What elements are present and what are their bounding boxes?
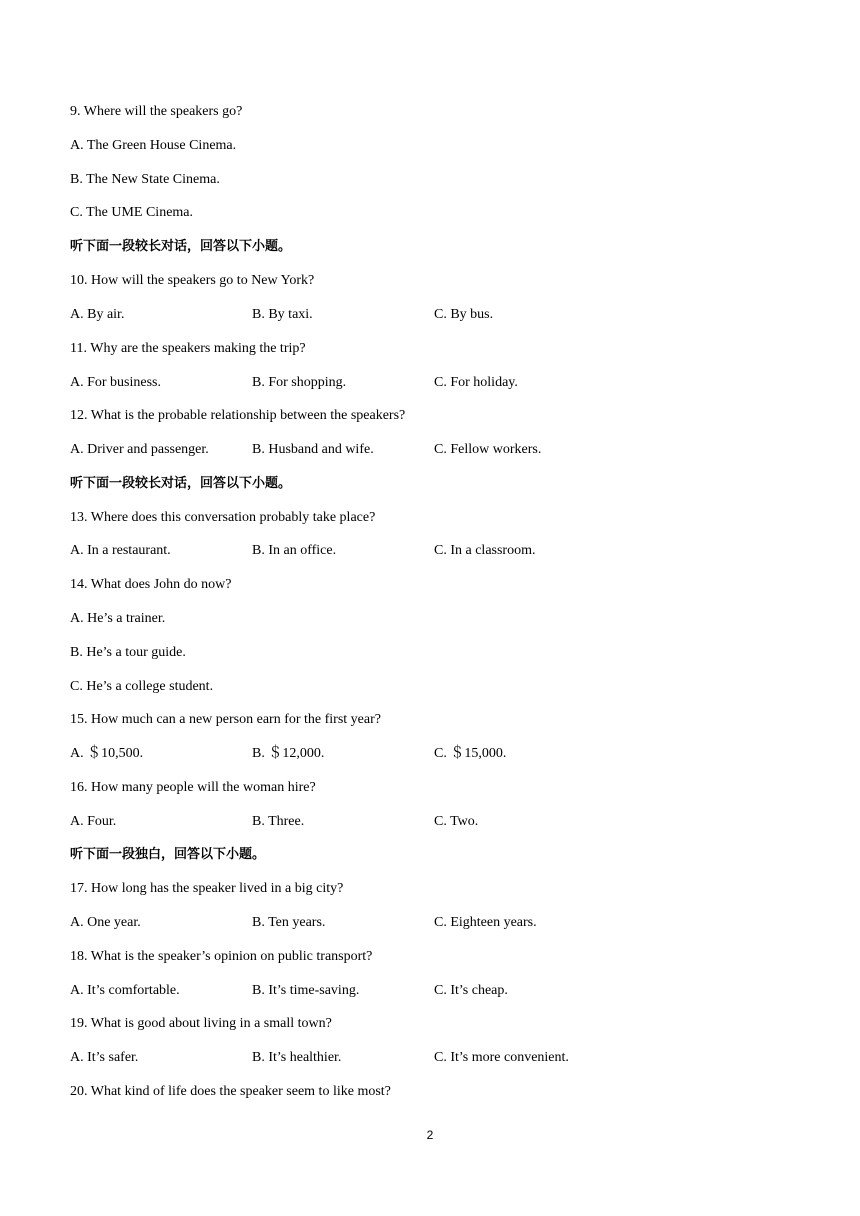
- question-18-options: [70, 980, 770, 1002]
- question-19: 19. What is good about living in a small town?: [70, 1016, 332, 1031]
- question-13-option-c: C. In a classroom.: [434, 543, 536, 558]
- question-15-option-a: A. ＄10,500.: [70, 746, 144, 761]
- question-10-option-a: A. By air.: [70, 307, 125, 322]
- question-10-option-c: C. By bus.: [434, 307, 494, 322]
- question-18-option-a: A. It’s comfortable.: [70, 983, 180, 998]
- section-heading-3: 听下面一段独白，回答以下小题。: [70, 847, 266, 862]
- question-11-option-a: A. For business.: [70, 375, 162, 390]
- question-10: 10. How will the speakers go to New York?: [70, 273, 315, 288]
- question-9-option-a: A. The Green House Cinema.: [70, 138, 237, 153]
- question-16-options: [70, 811, 770, 833]
- question-17-option-c: C. Eighteen years.: [434, 915, 537, 930]
- question-14-option-a: A. He’s a trainer.: [70, 611, 166, 626]
- question-15-options: [70, 743, 770, 765]
- question-12-option-a: A. Driver and passenger.: [70, 442, 209, 457]
- page-number: 2: [426, 1128, 434, 1142]
- question-17-option-b: B. Ten years.: [252, 915, 326, 930]
- question-13-option-a: A. In a restaurant.: [70, 543, 171, 558]
- question-12: 12. What is the probable relationship between the speakers?: [70, 408, 406, 423]
- question-11: 11. Why are the speakers making the trip?: [70, 341, 306, 356]
- question-16-option-c: C. Two.: [434, 814, 479, 829]
- question-17-option-a: A. One year.: [70, 915, 141, 930]
- question-16: 16. How many people will the woman hire?: [70, 780, 316, 795]
- question-14: 14. What does John do now?: [70, 577, 232, 592]
- question-19-option-c: C. It’s more convenient.: [434, 1050, 569, 1065]
- question-19-option-b: B. It’s healthier.: [252, 1050, 342, 1065]
- question-13-options: [70, 540, 770, 562]
- question-17: 17. How long has the speaker lived in a big city?: [70, 881, 344, 896]
- question-11-option-c: C. For holiday.: [434, 375, 518, 390]
- question-11-options: [70, 372, 770, 394]
- question-13-option-b: B. In an office.: [252, 543, 337, 558]
- question-19-option-a: A. It’s safer.: [70, 1050, 139, 1065]
- question-12-option-b: B. Husband and wife.: [252, 442, 374, 457]
- question-14-option-b: B. He’s a tour guide.: [70, 645, 186, 660]
- question-18-option-b: B. It’s time-saving.: [252, 983, 360, 998]
- question-18: 18. What is the speaker’s opinion on public transport?: [70, 949, 373, 964]
- question-20: 20. What kind of life does the speaker seem to like most?: [70, 1084, 391, 1099]
- question-14-option-c: C. He’s a college student.: [70, 679, 214, 694]
- question-17-options: [70, 912, 770, 934]
- question-16-option-a: A. Four.: [70, 814, 117, 829]
- question-10-option-b: B. By taxi.: [252, 307, 313, 322]
- question-15: 15. How much can a new person earn for the first year?: [70, 712, 381, 727]
- question-10-options: [70, 304, 770, 326]
- question-18-option-c: C. It’s cheap.: [434, 983, 508, 998]
- question-13: 13. Where does this conversation probably take place?: [70, 510, 376, 525]
- question-9: 9. Where will the speakers go?: [70, 104, 243, 119]
- question-12-option-c: C. Fellow workers.: [434, 442, 542, 457]
- question-11-option-b: B. For shopping.: [252, 375, 347, 390]
- question-12-options: [70, 439, 770, 461]
- question-15-option-b: B. ＄12,000.: [252, 746, 325, 761]
- question-19-options: [70, 1047, 770, 1069]
- section-heading-2: 听下面一段较长对话，回答以下小题。: [70, 476, 292, 491]
- question-16-option-b: B. Three.: [252, 814, 305, 829]
- question-9-option-b: B. The New State Cinema.: [70, 172, 220, 187]
- section-heading-1: 听下面一段较长对话，回答以下小题。: [70, 239, 292, 254]
- question-9-option-c: C. The UME Cinema.: [70, 205, 194, 220]
- question-15-option-c: C. ＄15,000.: [434, 746, 507, 761]
